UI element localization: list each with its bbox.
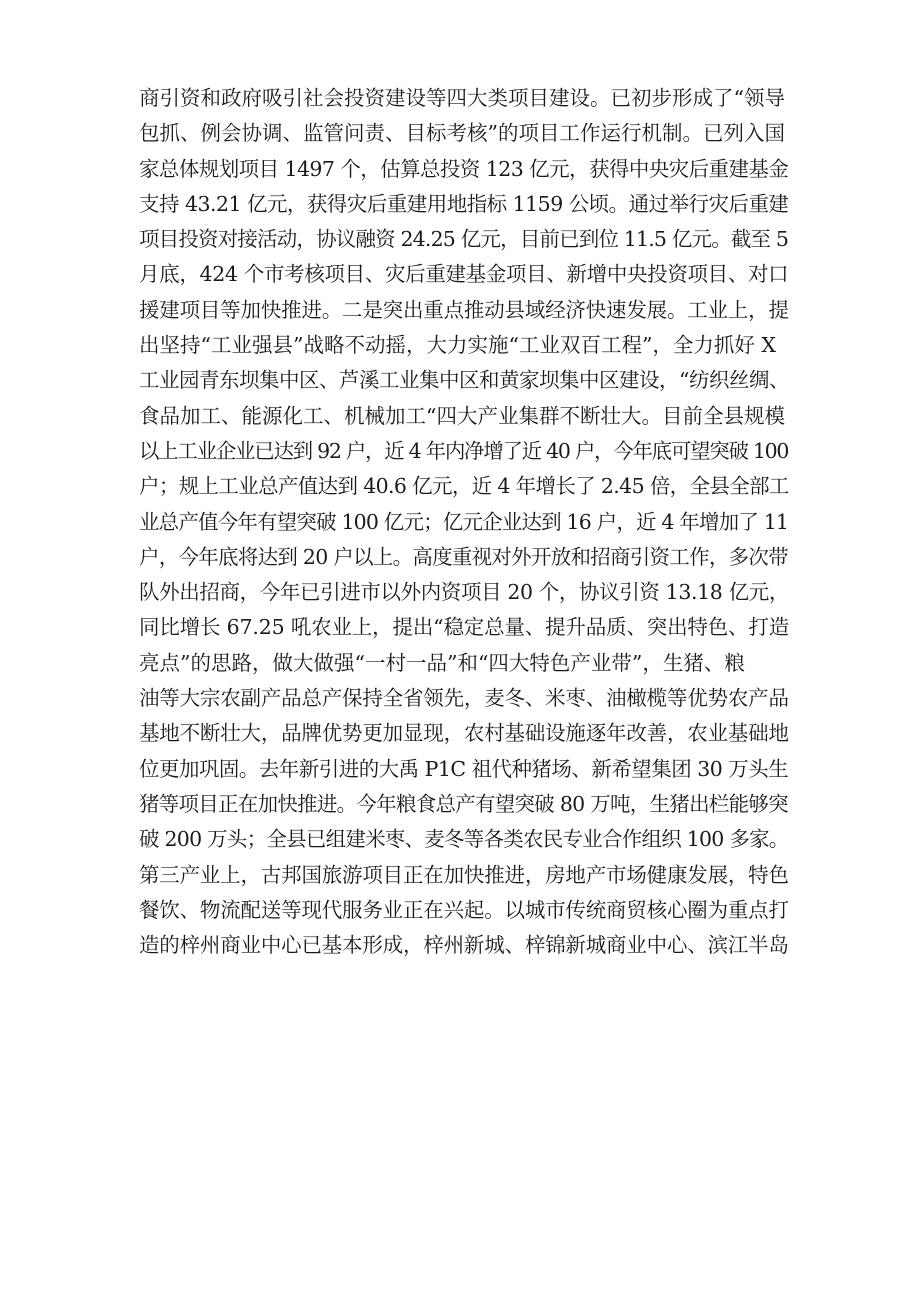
text-line: 商引资和政府吸引社会投资建设等四大类项目建设。已初步形成了“领导	[139, 86, 785, 110]
text-line: 基地不断壮大，品牌优势更加显现，农村基础设施逐年改善，农业基础地	[139, 721, 789, 746]
text-line: 家总体规划项目 1497 个，估算总投资 123 亿元，获得中央灾后重建基金	[139, 156, 789, 181]
text-line: 包抓、例会协调、监管问责、目标考核”的项目工作运行机制。已列入国	[139, 121, 785, 146]
text-line: 位更加巩固。去年新引进的大禹 P1C 祖代种猪场、新希望集团 30 万头生	[139, 756, 789, 781]
text-line: 餐饮、物流配送等现代服务业正在兴起。以城市传统商贸核心圈为重点打	[139, 897, 789, 922]
text-line: 同比增长 67.25 吼农业上，提出“稳定总量、提升品质、突出特色、打造	[139, 615, 790, 640]
text-line: 户；规上工业总产值达到 40.6 亿元，近 4 年增长了 2.45 倍，全县全部工	[139, 474, 789, 499]
text-line: 户，今年底将达到 20 户以上。高度重视对外开放和招商引资工作，多次带	[139, 544, 788, 569]
text-line: 项目投资对接活动，协议融资 24.25 亿元，目前已到位 11.5 亿元。截至 5	[139, 227, 789, 252]
body-text	[139, 81, 789, 963]
text-line: 油等大宗农副产品总产保持全省领先，麦冬、米枣、油橄榄等优势农产品	[139, 686, 789, 711]
text-line: 支持 43.21 亿元，获得灾后重建用地指标 1159 公顷。通过举行灾后重建	[139, 191, 789, 216]
text-line: 月底，424 个市考核项目、灾后重建基金项目、新增中央投资项目、对口	[139, 262, 789, 287]
text-line: 以上工业企业已达到 92 户，近 4 年内净增了近 40 户，今年底可望突破 100	[139, 438, 789, 463]
text-line: 亮点”的思路，做大做强“一村一品”和“四大特色产业带”，生猪、粮	[139, 650, 745, 675]
text-line: 破 200 万头；全县已组建米枣、麦冬等各类农民专业合作组织 100 多家。	[139, 827, 789, 852]
text-line: 援建项目等加快推进。二是突出重点推动县域经济快速发展。工业上，提	[139, 297, 789, 322]
text-line: 业总产值今年有望突破 100 亿元；亿元企业达到 16 户，近 4 年增加了 11	[139, 509, 789, 534]
text-line: 工业园青东坝集中区、芦溪工业集中区和黄家坝集中区建设，“纺织丝绸、	[139, 368, 789, 393]
text-line: 第三产业上，古邦国旅游项目正在加快推进，房地产市场健康发展，特色	[139, 862, 789, 887]
text-line: 猪等项目正在加快推进。今年粮食总产有望突破 80 万吨，生猪出栏能够突	[139, 791, 788, 816]
text-line: 食品加工、能源化工、机械加工“四大产业集群不断壮大。目前全县规模	[139, 403, 785, 428]
text-line: 造的梓州商业中心已基本形成，梓州新城、梓锦新城商业中心、滨江半岛	[139, 933, 789, 958]
text-line: 队外出招商，今年已引进市以外内资项目 20 个，协议引资 13.18 亿元，	[139, 580, 789, 605]
text-line: 出坚持“工业强县”战略不动摇，大力实施“工业双百工程”，全力抓好 X	[139, 333, 777, 358]
